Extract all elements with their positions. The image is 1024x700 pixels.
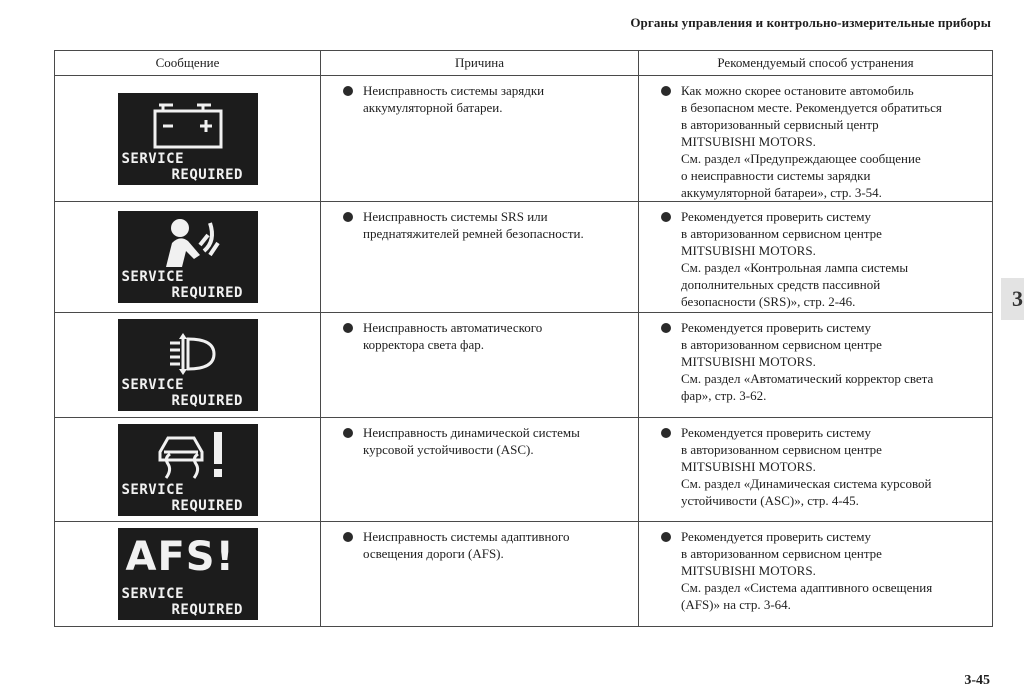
display-panel [118, 528, 258, 620]
table-header-row [55, 51, 993, 76]
table-row [55, 76, 993, 202]
message-cell [55, 313, 321, 418]
display-line-2: REQUIRED [171, 602, 243, 618]
bullet-icon [343, 86, 353, 96]
chapter-tab: 3 [1001, 278, 1024, 320]
cause-text: Неисправность системы адаптивного освещения дороги (AFS). [363, 529, 570, 561]
cause-cell [321, 313, 639, 418]
cause-text: Неисправность системы зарядки аккумуляторной батареи. [363, 83, 545, 115]
cause-cell [321, 418, 639, 522]
display-line-2: REQUIRED [171, 497, 243, 514]
bullet-icon [343, 428, 353, 438]
remedy-cell [639, 418, 993, 522]
message-cell [55, 522, 321, 627]
message-cell [55, 418, 321, 522]
page-header: Органы управления и контрольно-измерительные приборы [630, 15, 991, 30]
column-header-cause: Причина [321, 51, 639, 76]
display-line-1: SERVICE [121, 377, 185, 393]
display-line-2: REQUIRED [171, 166, 243, 183]
remedy-text: Рекомендуется проверить систему в авторизованном сервисном центре MITSUBISHI MOTORS. См. раздел «Динамическая система курсовой устойчивости (ASC)», стр. 4-45. [681, 425, 932, 508]
display-panel [118, 211, 258, 303]
remedy-text: Рекомендуется проверить систему в авторизованном сервисном центре MITSUBISHI MOTORS. См. раздел «Контрольная лампа системы дополнительных средств пассивной безопасности (SRS)», стр. 2-46. [681, 209, 909, 309]
bullet-icon [661, 323, 671, 333]
cause-cell [321, 202, 639, 313]
cause-cell [321, 522, 639, 627]
cause-cell [321, 76, 639, 202]
asc-skid-icon [118, 428, 258, 480]
page-number: 3-45 [964, 673, 990, 688]
table-row [55, 418, 993, 522]
remedy-text: Как можно скорее остановите автомобиль в безопасном месте. Рекомендуется обратиться в авторизованный сервисный центр MITSUBISHI MOTORS. См. раздел «Предупреждающее сообщение о неисправности системы зарядки аккумуляторной батареи», стр. 3-54. [681, 83, 942, 200]
display-line-1: SERVICE [121, 269, 185, 285]
bullet-icon [343, 212, 353, 222]
bullet-icon [343, 323, 353, 333]
display-line-2: REQUIRED [171, 393, 243, 409]
remedy-cell [639, 522, 993, 627]
bullet-icon [343, 532, 353, 542]
display-line-1: SERVICE [121, 150, 185, 167]
airbag-icon [118, 215, 258, 267]
table-row [55, 313, 993, 418]
cause-text: Неисправность автоматического корректора света фар. [363, 320, 543, 352]
remedy-cell [639, 76, 993, 202]
bullet-icon [661, 428, 671, 438]
display-line-1: SERVICE [121, 481, 185, 498]
display-panel [118, 93, 258, 185]
warning-message-table [54, 50, 993, 627]
message-cell [55, 202, 321, 313]
bullet-icon [661, 86, 671, 96]
battery-icon [118, 97, 258, 149]
remedy-text: Рекомендуется проверить систему в авторизованном сервисном центре MITSUBISHI MOTORS. См. раздел «Автоматический корректор света фар», стр. 3-62. [681, 320, 934, 403]
bullet-icon [661, 212, 671, 222]
display-line-2: REQUIRED [171, 285, 243, 301]
table-row [55, 522, 993, 627]
display-line-1: SERVICE [121, 586, 185, 602]
headlight-leveling-icon [118, 323, 258, 375]
column-header-message: Сообщение [55, 51, 321, 76]
remedy-cell [639, 202, 993, 313]
table-row [55, 202, 993, 313]
display-panel [118, 319, 258, 411]
message-cell [55, 76, 321, 202]
remedy-cell [639, 313, 993, 418]
column-header-remedy: Рекомендуемый способ устранения [639, 51, 993, 76]
display-panel [118, 424, 258, 516]
cause-text: Неисправность системы SRS или преднатяжителей ремней безопасности. [363, 209, 584, 241]
remedy-text: Рекомендуется проверить систему в авторизованном сервисном центре MITSUBISHI MOTORS. См. раздел «Система адаптивного освещения (AFS)» на стр. 3-64. [681, 529, 933, 612]
afs-warning-text: AFS! [125, 534, 235, 580]
cause-text: Неисправность динамической системы курсовой устойчивости (ASC). [363, 425, 580, 457]
bullet-icon [661, 532, 671, 542]
